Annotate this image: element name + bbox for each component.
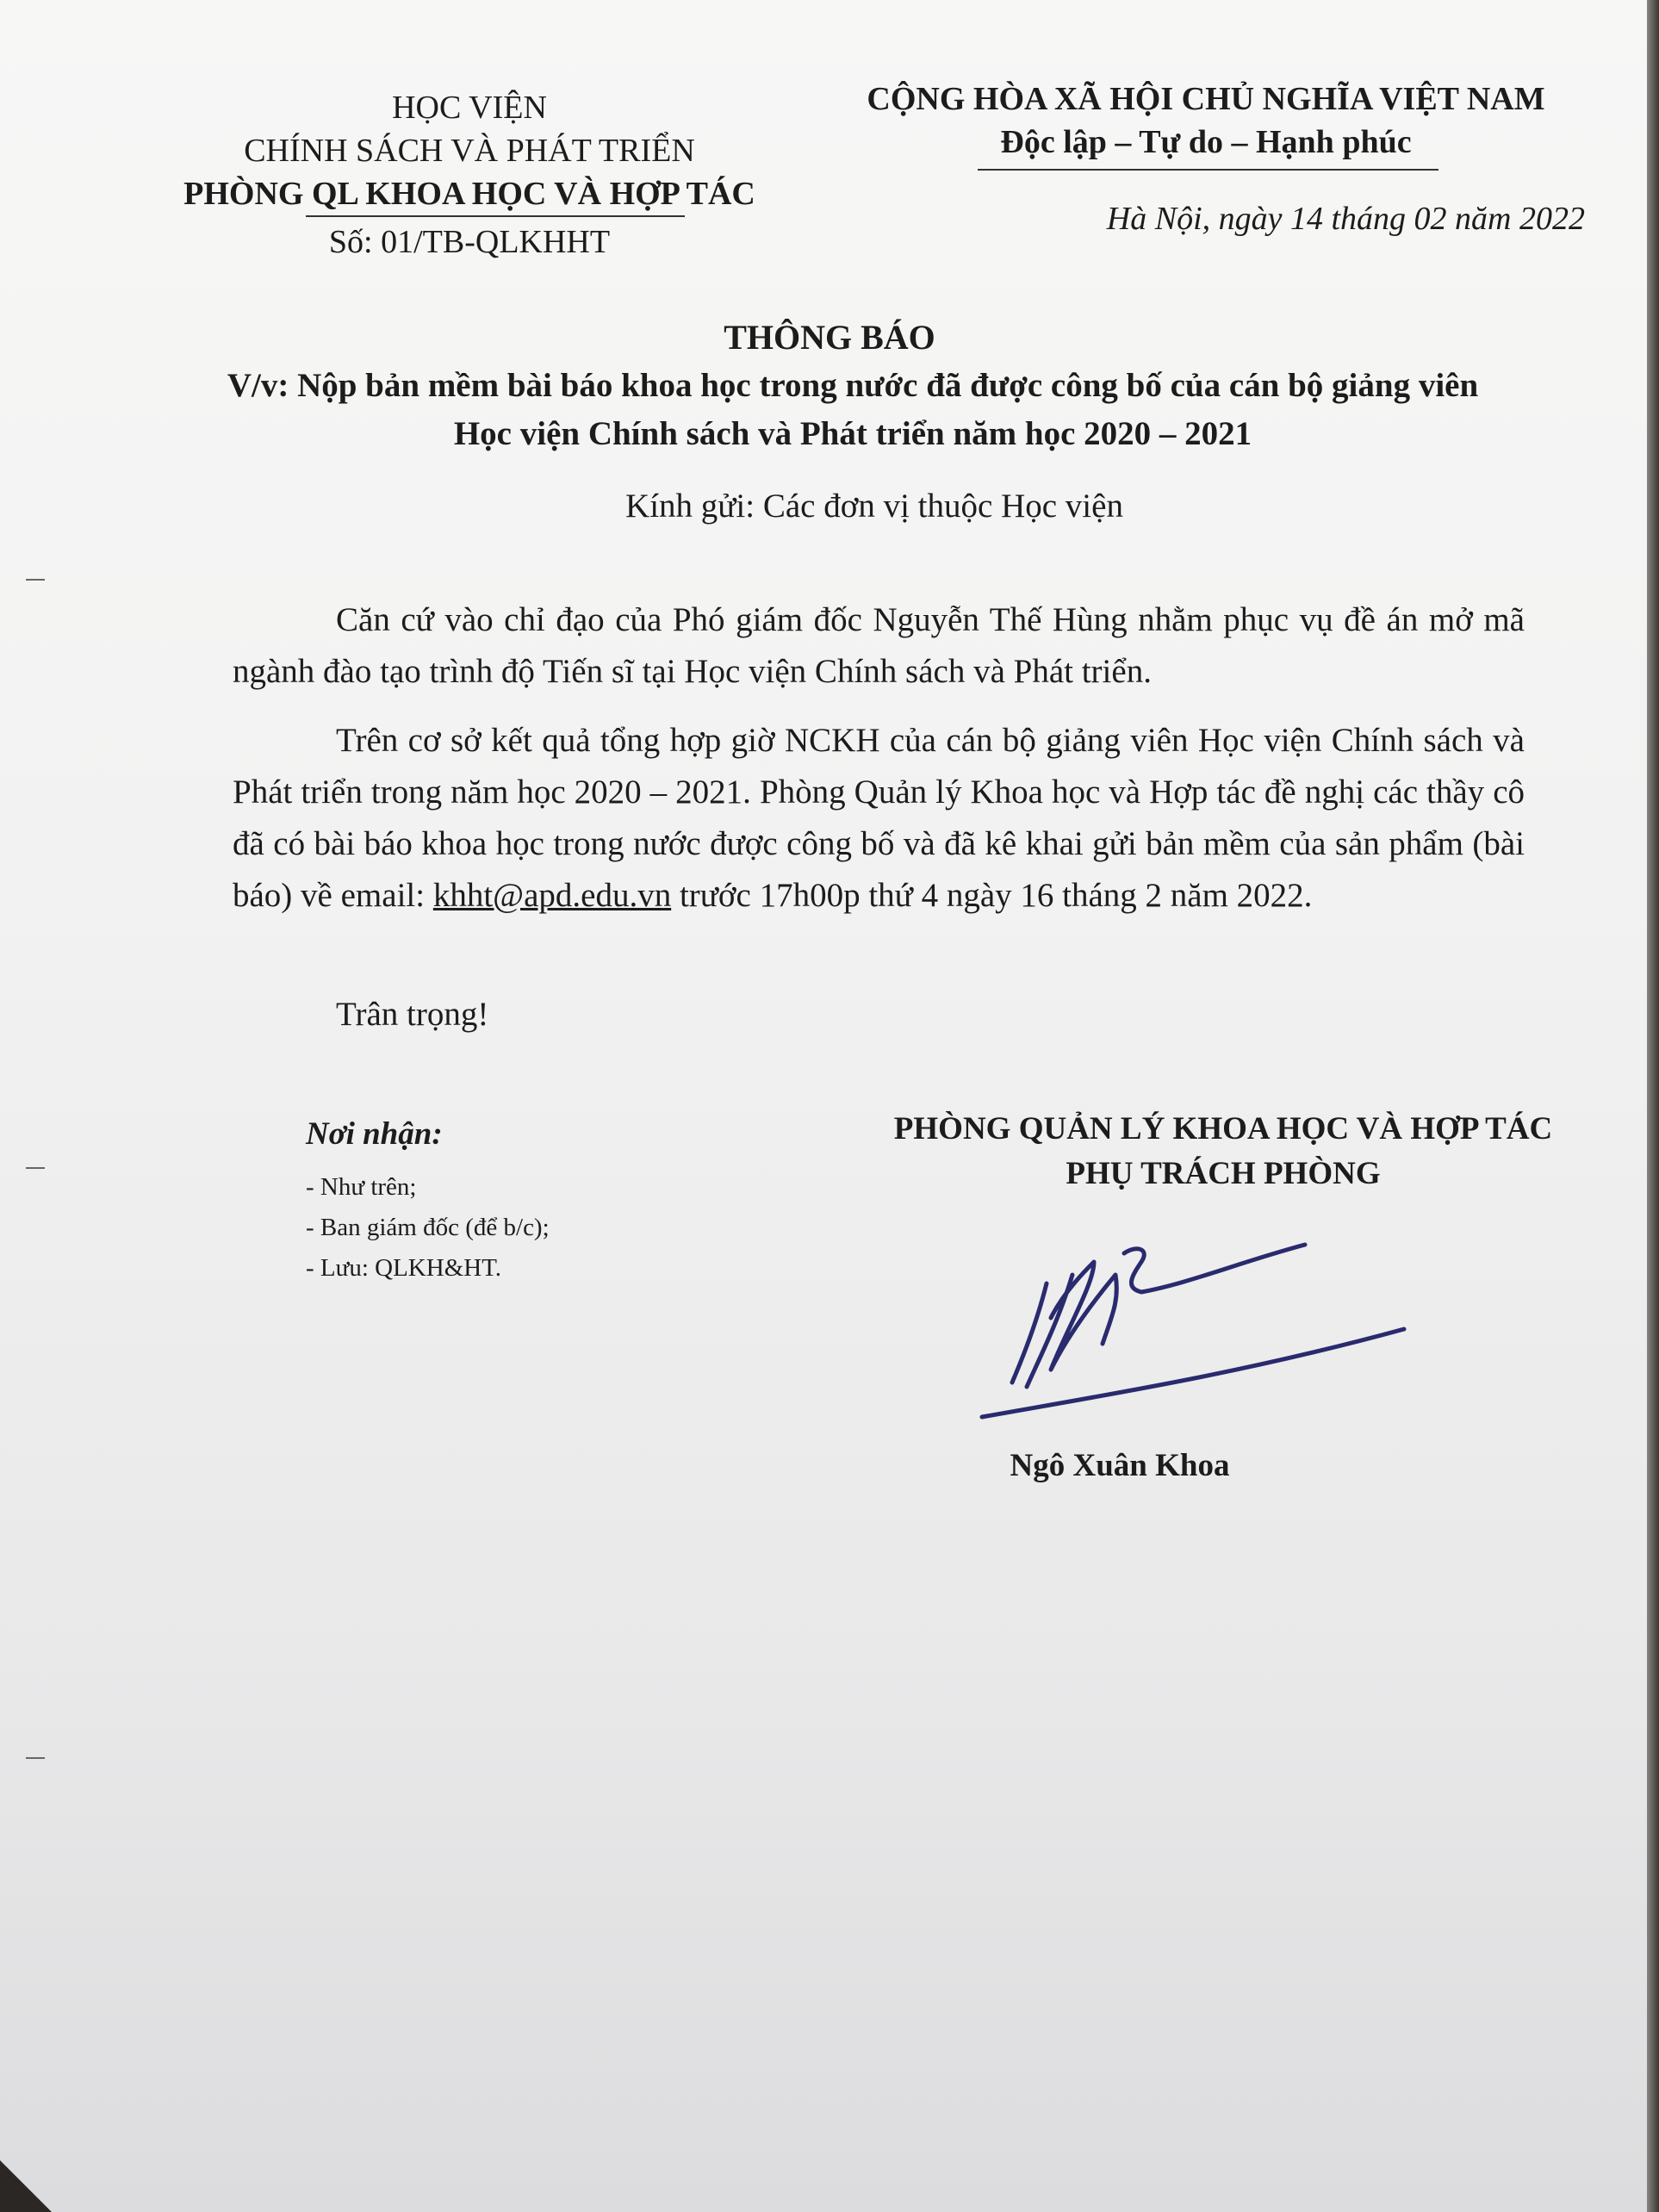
issuer-line-2: CHÍNH SÁCH VÀ PHÁT TRIỂN <box>244 133 695 169</box>
document-subject: V/v: Nộp bản mềm bài báo khoa học trong nước đã được công bố của cán bộ giảng viên Học viện Chính sách và Phát triển năm học 2020 – 2021 <box>227 367 1479 452</box>
recipients-list <box>306 1167 550 1289</box>
signature-block <box>792 1107 1654 1196</box>
signer-name: Ngô Xuân Khoa <box>1010 1448 1230 1483</box>
recipient-line: Kính gửi: Các đơn vị thuộc Học viện <box>625 488 1123 525</box>
recipient-item: - Như trên; <box>306 1173 417 1201</box>
body-paragraph-2-text: Trên cơ sở kết quả tổng hợp giờ NCKH của cán bộ giảng viên Học viện Chính sách và Phát triển trong năm học 2020 – 2021. Phòng Quản lý Khoa học và Hợp tác đề nghị các thầy cô đã có bài báo khoa học trong nước được công bố và đã kê khai gửi bản mềm của sản phẩm (bài báo) về email: <box>233 722 1525 914</box>
issue-date: Hà Nội, ngày 14 tháng 02 năm 2022 <box>1106 201 1585 237</box>
document-title: THÔNG BÁO <box>724 318 935 357</box>
issuer-header <box>129 86 810 264</box>
recipients-heading: Nơi nhận: <box>306 1116 443 1152</box>
punch-mark <box>26 1167 45 1169</box>
body-paragraph-2-deadline: trước 17h00p thứ 4 ngày 16 tháng 2 năm 2022. <box>671 877 1313 914</box>
body-paragraph-2 <box>233 715 1525 922</box>
signing-role: PHỤ TRÁCH PHÒNG <box>1066 1156 1381 1191</box>
punch-mark <box>26 1757 45 1759</box>
issuer-underline <box>306 215 685 217</box>
nation-name: CỘNG HÒA XÃ HỘI CHỦ NGHĨA VIỆT NAM <box>867 81 1545 117</box>
recipient-item: - Ban giám đốc (để b/c); <box>306 1214 550 1241</box>
body-paragraph-1: Căn cứ vào chỉ đạo của Phó giám đốc Nguyễn Thế Hùng nhằm phục vụ đề án mở mã ngành đào tạo trình độ Tiến sĩ tại Học viện Chính sách và Phát triển. <box>233 601 1525 690</box>
email-link[interactable]: khht@apd.edu.vn <box>432 877 672 914</box>
punch-mark <box>26 579 45 581</box>
issuer-line-1: HỌC VIỆN <box>392 90 547 126</box>
motto-underline <box>978 169 1438 171</box>
handwritten-signature <box>965 1223 1430 1430</box>
motto: Độc lập – Tự do – Hạnh phúc <box>1000 124 1412 160</box>
recipient-item: - Lưu: QLKH&HT. <box>306 1254 502 1282</box>
document-number: Số: 01/TB-QLKHHT <box>328 224 611 260</box>
nation-header <box>810 78 1602 164</box>
closing-greeting: Trân trọng! <box>336 996 489 1033</box>
signing-department: PHÒNG QUẢN LÝ KHOA HỌC VÀ HỢP TÁC <box>893 1111 1553 1146</box>
issuer-department: PHÒNG QL KHOA HỌC VÀ HỢP TÁC <box>183 176 755 212</box>
